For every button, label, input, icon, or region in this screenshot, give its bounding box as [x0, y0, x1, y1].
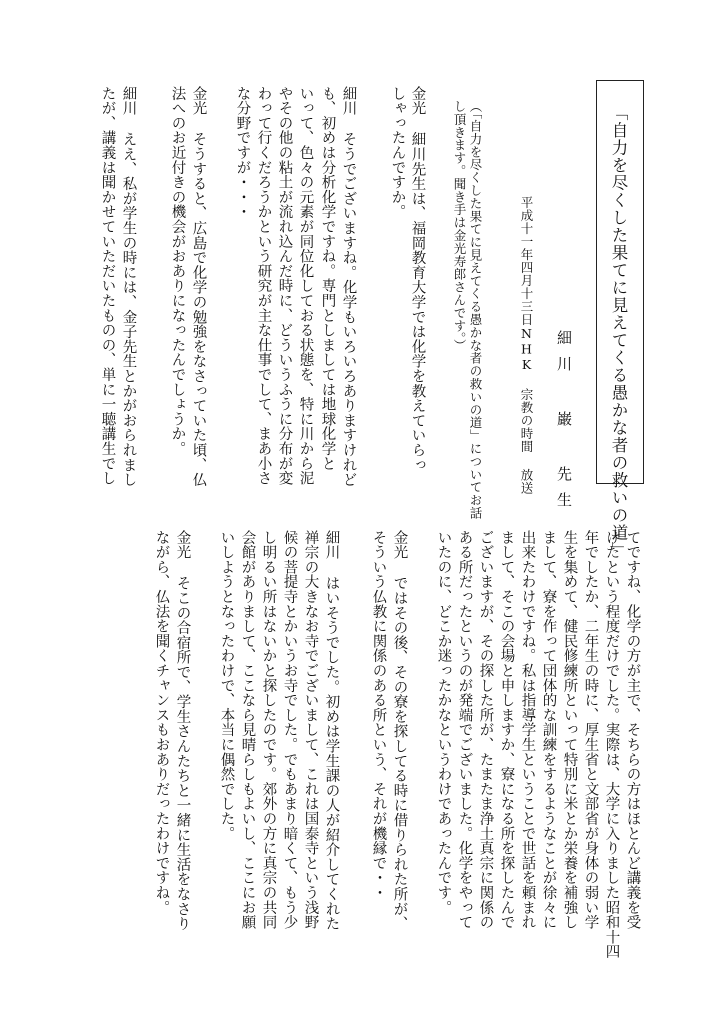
lower-column: そういう仏教に関係のある所という、それが機縁で・・: [370, 530, 387, 900]
upper-column: 法へのお近付きの機会がおありになったんでしょうか。: [169, 86, 186, 456]
lower-column: ながら、仏法を聞くチャンスもおありだったわけですね。: [153, 530, 170, 915]
lower-column: いたのに、どこか迷ったかなというわけであったんです。: [435, 530, 452, 915]
upper-column: たが、講義は聞かせていただいたものの、単に一聴講生でし: [99, 86, 116, 486]
upper-column: も、初めは分析化学ですね。専門としましては地球化学と: [319, 86, 336, 471]
upper-column: な分野ですが・・・: [234, 86, 251, 220]
intro-note-line: （「自力を尽くした果てに見えてくる愚かな者の救いの道」についてお話: [468, 100, 483, 520]
lower-column: 会館がありまして、ここなら見晴らしもよいし、ここにお願: [239, 530, 256, 930]
page-title: 「自力を尽くした果てに見えてくる愚かな者の救いの道」: [609, 104, 628, 559]
lower-column: ある所だったというのが発端でございました。化学をやって: [456, 530, 473, 930]
lower-column: 禅宗の大きなお寺でございまして、これは国泰寺という浅野: [302, 530, 319, 930]
lower-column: 金光 そこの合宿所で、学生さんたちと一緒に生活をなさり: [174, 530, 191, 932]
upper-column: 金光 細川先生は、福岡教育大学では化学を教えていらっ: [409, 86, 426, 473]
lower-column: し明るい所はないかと探したのです。郊外の方に真宗の共同: [260, 530, 277, 930]
upper-column: 細川 ええ、私が学生の時には、金子先生とかがおられまし: [120, 86, 137, 488]
author-name: 細川 巌 先生: [555, 330, 573, 518]
upper-column: 金光 そうすると、広島で化学の勉強をなさっていた頃、仏: [190, 86, 207, 488]
intro-note-line: し頂きます。聞き手は金光寿郎さんです。）: [452, 100, 467, 352]
upper-column: しゃったんですか。: [389, 86, 406, 220]
lower-column: いしようとなったわけで、本当に偶然でした。: [218, 530, 235, 841]
lower-column: 金光 ではその後、その寮を探してる時に借りられた所が、: [391, 530, 408, 932]
lower-column: ございますが、その探した所が、たまたま浄土真宗に関係の: [477, 530, 494, 930]
upper-column: わって行くだろうかという研究が主な仕事でして、まあ小さ: [255, 86, 272, 486]
upper-column: やその他の粘土が流れ込んだ時に、どういうふうに分布が変: [276, 86, 293, 486]
lower-column: 年でしたか、二年生の時に、厚生省と文部省が身体の弱い学: [582, 530, 599, 930]
lower-column: けたという程度だけでした。実際は、大学に入りました昭和十四: [603, 530, 620, 960]
lower-column: てですね、化学の方が主で、そちらの方はほとんど講義を受: [624, 530, 641, 930]
upper-column: いって、色々の元素が同位化しておる状態を、特に川から泥: [297, 86, 314, 486]
lower-column: 生を集めて、健民修練所といって特別に米とか栄養を補強し: [561, 530, 578, 930]
lower-column: 細川 はいそうでした。初めは学生課の人が紹介してくれた: [323, 530, 340, 932]
lower-column: まして、そこの会場と申しますか、寮になる所を探したんで: [498, 530, 515, 930]
upper-column: 細川 そうでございますね。化学もいろいろありますけれど: [340, 86, 357, 488]
broadcast-info: 平成十一年四月十三日NHK 宗教の時間 放送: [519, 196, 534, 495]
lower-column: 候の菩提寺とかいうお寺でした。でもあまり暗くて、もう少: [281, 530, 298, 930]
lower-column: まして、寮を作って団体的な訓練をするようなことが徐々に: [540, 530, 557, 930]
lower-column: 出来たわけですね。私は指導学生ということで世話を頼まれ: [519, 530, 536, 930]
